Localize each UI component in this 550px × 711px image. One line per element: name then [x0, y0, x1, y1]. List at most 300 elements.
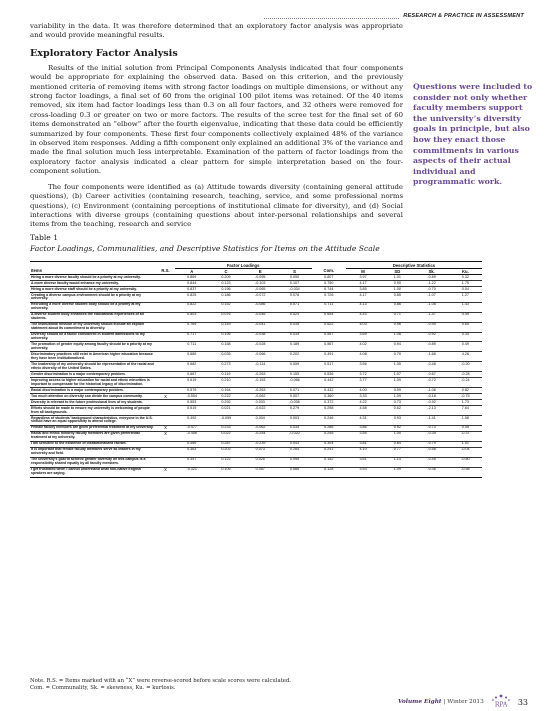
item-text-cell: Racial and ethnic minority faculty members are given preferential treatment at my university. — [30, 431, 156, 441]
value-cell: 0.057 — [243, 467, 277, 477]
value-cell: 0.567 — [312, 342, 346, 352]
value-cell: -1.41 — [414, 416, 448, 426]
table-row — [30, 467, 482, 477]
value-cell: 0.152 — [312, 457, 346, 467]
rpa-logo-text: RPA — [494, 701, 507, 708]
value-cell: 4.13 — [346, 302, 380, 312]
value-cell: -0.24 — [449, 378, 482, 388]
value-cell: 0.158 — [209, 342, 243, 352]
value-cell: -0.28 — [449, 372, 482, 378]
value-cell: -0.36 — [414, 467, 448, 477]
column-header: R.S. — [156, 268, 174, 274]
value-cell: 0.186 — [209, 292, 243, 302]
value-cell: 0.209 — [209, 274, 243, 280]
value-cell: -1.07 — [414, 292, 448, 302]
value-cell: 0.92 — [380, 425, 414, 431]
value-cell: 0.003 — [277, 416, 311, 426]
item-text-cell: Diversity should be a factor considered in student admissions to my university. — [30, 332, 156, 342]
value-cell: 0.442 — [312, 378, 346, 388]
value-cell: 0.033 — [243, 400, 277, 406]
value-cell: -0.103 — [243, 280, 277, 286]
group-header-descriptive-statistics: Descriptive Statistics — [346, 262, 482, 269]
column-header: C — [209, 268, 243, 274]
value-cell: -0.70 — [414, 286, 448, 292]
value-cell: 1.09 — [380, 378, 414, 388]
table-row — [30, 416, 482, 426]
value-cell: 0.553 — [175, 400, 209, 406]
value-cell: -0.254 — [243, 431, 277, 441]
value-cell: -1.47 — [414, 312, 448, 322]
item-text-cell: Diversity is relevant to the future professional lives of my students. — [30, 400, 156, 406]
value-cell: 0.241 — [312, 447, 346, 457]
value-cell: 1.08 — [380, 332, 414, 342]
value-cell: 0.619 — [175, 378, 209, 388]
value-cell: 0.255 — [312, 431, 346, 441]
value-cell: 0.210 — [209, 378, 243, 388]
value-cell: 1.00 — [380, 431, 414, 441]
value-cell: -0.67 — [414, 372, 448, 378]
value-cell: 3.56 — [346, 362, 380, 372]
value-cell: -0.153 — [243, 378, 277, 388]
table-row — [30, 447, 482, 457]
value-cell: -0.18 — [414, 394, 448, 400]
value-cell: -0.065 — [243, 286, 277, 292]
value-cell: 0.202 — [277, 352, 311, 362]
value-cell: 1.07 — [380, 372, 414, 378]
value-cell: 0.025 — [243, 457, 277, 467]
value-cell: 0.807 — [312, 274, 346, 280]
data-table-container — [30, 261, 482, 478]
value-cell: 1.05 — [380, 362, 414, 372]
value-cell: 4.22 — [346, 400, 380, 406]
value-cell: 4.08 — [346, 352, 380, 362]
reverse-scored-cell — [156, 352, 174, 362]
value-cell: -0.263 — [243, 372, 277, 378]
value-cell: 0.360 — [312, 394, 346, 400]
item-text-cell: Gender discrimination is a major contemporary problem. — [30, 372, 156, 378]
value-cell: 0.711 — [312, 302, 346, 312]
footer-issue: Winter 2013 — [447, 699, 484, 705]
value-cell: -0.062 — [243, 425, 277, 431]
value-cell: 3.77 — [346, 378, 380, 388]
footer-volume: Volume Eight | Winter 2013 — [397, 699, 484, 705]
table-notes — [30, 678, 291, 691]
table-row — [30, 312, 482, 322]
value-cell: 0.078 — [277, 292, 311, 302]
value-cell: 0.304 — [312, 441, 346, 447]
value-cell: -0.062 — [243, 394, 277, 400]
column-header: Sk. — [414, 268, 448, 274]
value-cell: 0.90 — [380, 280, 414, 286]
reverse-scored-cell — [156, 362, 174, 372]
value-cell: -0.456 — [175, 431, 209, 441]
value-cell: -0.58 — [414, 447, 448, 457]
value-cell: -0.20 — [449, 362, 482, 372]
table-row — [30, 292, 482, 302]
value-cell: 1.09 — [380, 467, 414, 477]
value-cell: -1.08 — [414, 302, 448, 312]
value-cell: 1.14 — [380, 457, 414, 467]
item-text-cell: A diverse student body enhances the educational experiences of all students. — [30, 312, 156, 322]
value-cell: -0.086 — [243, 302, 277, 312]
value-cell: 0.164 — [209, 388, 243, 394]
value-cell: 0.071 — [277, 302, 311, 312]
value-cell: -0.39 — [414, 431, 448, 441]
value-cell: 0.96 — [380, 322, 414, 332]
value-cell: -0.45 — [414, 457, 448, 467]
value-cell: 0.279 — [277, 406, 311, 416]
item-text-cell: Efforts should be made to ensure my university is welcoming of people from all backgrounds. — [30, 406, 156, 416]
value-cell: 0.122 — [209, 457, 243, 467]
value-cell: 0.579 — [175, 388, 209, 394]
value-cell: 1.27 — [449, 292, 482, 302]
value-cell: 4.26 — [449, 352, 482, 362]
value-cell: -2.13 — [414, 406, 448, 416]
value-cell: 4.03 — [346, 322, 380, 332]
reverse-scored-cell — [156, 302, 174, 312]
value-cell: 0.825 — [175, 292, 209, 302]
value-cell: -1.22 — [414, 280, 448, 286]
value-cell: 0.689 — [175, 352, 209, 362]
value-cell: -0.554 — [175, 394, 209, 400]
value-cell: 4.17 — [346, 280, 380, 286]
value-cell: -0.92 — [414, 400, 448, 406]
value-cell: 0.287 — [209, 441, 243, 447]
item-text-cell: Regardless of students' background characteristics, everyone in the U.S. should have an equal opportunity to attend college. — [30, 416, 156, 426]
value-cell: 0.99 — [380, 388, 414, 394]
value-cell: -0.095 — [243, 274, 277, 280]
reverse-scored-cell — [156, 322, 174, 332]
value-cell: 0.49 — [449, 342, 482, 352]
item-text-cell: Hiring a more diverse staff should be a priority at my university. — [30, 286, 156, 292]
value-cell: 0.286 — [312, 425, 346, 431]
table-row — [30, 378, 482, 388]
column-header: Ku. — [449, 268, 482, 274]
value-cell: 1.01 — [449, 441, 482, 447]
item-text-cell: I get frustrated when I cannot understand what non-native English speakers are saying. — [30, 467, 156, 477]
value-cell: 0.233 — [209, 425, 243, 431]
value-cell: 0.711 — [175, 342, 209, 352]
value-cell: 0.149 — [209, 322, 243, 332]
value-cell: 3.55 — [346, 431, 380, 441]
item-text-cell: Racial discrimination is a major contemporary problem. — [30, 388, 156, 394]
item-text-cell: Improving access to higher education for racial and ethnic minorities is important to compensate for the historical legacy of discrimination. — [30, 378, 156, 388]
value-cell: 0.024 — [277, 312, 311, 322]
value-cell: 0.84 — [380, 441, 414, 447]
value-cell: -0.48 — [414, 362, 448, 372]
main-column — [30, 22, 403, 230]
value-cell: 0.557 — [312, 332, 346, 342]
value-cell: -1.08 — [414, 388, 448, 394]
value-cell: 3.72 — [346, 372, 380, 378]
value-cell: 0.34 — [449, 332, 482, 342]
value-cell: -0.321 — [175, 467, 209, 477]
value-cell: 4.17 — [346, 292, 380, 302]
value-cell: 0.119 — [209, 372, 243, 378]
value-cell: -0.059 — [209, 416, 243, 426]
value-cell: 4.10 — [346, 447, 380, 457]
table-title: Factor Loadings, Communalities, and Descriptive Statistics for Items on the Attitude Scale — [30, 244, 380, 253]
value-cell: 0.195 — [209, 332, 243, 342]
table-row — [30, 322, 482, 332]
value-cell: -0.253 — [243, 388, 277, 394]
value-cell: 0.128 — [312, 467, 346, 477]
value-cell: 0.155 — [277, 372, 311, 378]
item-text-cell: Hiring a more diverse faculty should be a priority at my university. — [30, 274, 156, 280]
value-cell: 0.469 — [175, 441, 209, 447]
value-cell: 0.076 — [209, 312, 243, 322]
reverse-scored-cell — [156, 292, 174, 302]
table-note-abbrev: Com. = Communality, Sk. = skewness, Ku. = kurtosis. — [30, 684, 176, 691]
value-cell: 0.196 — [209, 286, 243, 292]
value-cell: -0.37 — [449, 431, 482, 441]
reverse-scored-cell: X — [156, 467, 174, 477]
value-cell: 0.095 — [277, 457, 311, 467]
item-text-cell: Discriminatory practices still exist in American higher education because they have been institutionalized. — [30, 352, 156, 362]
value-cell: 0.043 — [277, 441, 311, 447]
value-cell: 3.81 — [346, 441, 380, 447]
item-text-cell: I am sensitive to the existence of institutionalized racism. — [30, 441, 156, 447]
value-cell: -0.114 — [243, 362, 277, 372]
value-cell: 0.066 — [277, 467, 311, 477]
table-row — [30, 406, 482, 416]
value-cell: 3.33 — [346, 394, 380, 400]
value-cell: 0.32 — [449, 274, 482, 280]
reverse-scored-cell — [156, 378, 174, 388]
table-row — [30, 352, 482, 362]
value-cell: -0.72 — [414, 378, 448, 388]
value-cell: -0.036 — [277, 400, 311, 406]
item-text-cell: The university's goal to achieve greater diversity on this campus is a responsibility shared equally by all faculty members. — [30, 457, 156, 467]
value-cell: 0.357 — [175, 457, 209, 467]
value-cell: 1.73 — [449, 400, 482, 406]
column-header: SD — [380, 268, 414, 274]
value-cell: -0.80 — [449, 457, 482, 467]
value-cell: 0.292 — [209, 400, 243, 406]
value-cell: 4.58 — [346, 406, 380, 416]
value-cell: 0.105 — [209, 467, 243, 477]
value-cell: 0.432 — [312, 388, 346, 394]
components-paragraph: The four components were identified as (a) Attitude towards diversity (containing general attitude questions), (b) Career activities (containing research, teaching, service, and some professional norms questions), (c) Environment (containing perceptions of institutional climate for diversity), and (d) Social interactions with diverse groups (containing questions about inter-personal relationships and several items from the teaching, research and service — [30, 182, 403, 229]
value-cell: 0.536 — [312, 372, 346, 378]
value-cell: 3.69 — [346, 332, 380, 342]
value-cell: 0.682 — [175, 362, 209, 372]
value-cell: 0.363 — [175, 447, 209, 457]
value-cell: 0.491 — [312, 352, 346, 362]
value-cell: 0.071 — [277, 388, 311, 394]
value-cell: 0.77 — [380, 447, 414, 457]
reverse-scored-cell — [156, 332, 174, 342]
value-cell: 0.123 — [209, 280, 243, 286]
value-cell: 4.49 — [449, 312, 482, 322]
value-cell: 1.58 — [449, 416, 482, 426]
value-cell: -0.95 — [414, 322, 448, 332]
value-cell: 0.007 — [277, 394, 311, 400]
value-cell: -0.066 — [243, 352, 277, 362]
value-cell: 0.022 — [209, 431, 243, 441]
value-cell: 0.94 — [380, 342, 414, 352]
column-header: A — [175, 268, 209, 274]
value-cell: 0.073 — [243, 447, 277, 457]
item-text-cell: The leadership of my university should be representative of the racial and ethnic diversity of the United States. — [30, 362, 156, 372]
table-row — [30, 431, 482, 441]
value-cell: 1.00 — [380, 286, 414, 292]
value-cell: -0.477 — [175, 425, 209, 431]
value-cell: 0.107 — [277, 280, 311, 286]
value-cell: 4.43 — [346, 312, 380, 322]
value-cell: 3.97 — [346, 274, 380, 280]
value-cell: 0.059 — [277, 362, 311, 372]
rpa-logo — [490, 692, 512, 711]
item-text-cell: The promotion of gender equity among faculty should be a priority at my university. — [30, 342, 156, 352]
value-cell: 0.622 — [312, 322, 346, 332]
sidebar-pull-quote: Questions were included to consider not only whether faculty members support the university’s diversity goals in principle, but also how they enact those commitments in various aspects of their actual individual and programmatic work. — [413, 82, 533, 187]
value-cell: 0.246 — [312, 416, 346, 426]
value-cell: -0.92 — [414, 332, 448, 342]
table-row — [30, 302, 482, 312]
table-row — [30, 332, 482, 342]
value-cell: 0.050 — [277, 274, 311, 280]
value-cell: 0.70 — [380, 352, 414, 362]
value-cell: 0.717 — [175, 332, 209, 342]
table-row — [30, 362, 482, 372]
value-cell: 0.035 — [277, 322, 311, 332]
value-cell: 4.31 — [346, 416, 380, 426]
value-cell: -0.58 — [449, 467, 482, 477]
value-cell: 1.43 — [449, 302, 482, 312]
value-cell: 3.61 — [346, 457, 380, 467]
value-cell: 1.01 — [380, 274, 414, 280]
value-cell: 0.222 — [209, 394, 243, 400]
value-cell: 3.86 — [346, 425, 380, 431]
value-cell: 0.021 — [209, 406, 243, 416]
reverse-scored-cell: X — [156, 431, 174, 441]
value-cell: 0.152 — [209, 302, 243, 312]
reverse-scored-cell — [156, 447, 174, 457]
value-cell: -0.020 — [277, 431, 311, 441]
footer-volume-name: Volume Eight — [397, 699, 442, 705]
reverse-scored-cell — [156, 342, 174, 352]
table-note-reverse: Note. R.S. = Items marked with an “X” were reverse-scored before scale scores were calculated. — [30, 678, 292, 684]
reverse-scored-cell — [156, 406, 174, 416]
value-cell: 4.00 — [346, 388, 380, 394]
value-cell: 0.372 — [312, 400, 346, 406]
value-cell: -0.79 — [414, 441, 448, 447]
value-cell: 0.517 — [312, 362, 346, 372]
reverse-scored-cell: X — [156, 394, 174, 400]
page-footer — [398, 692, 528, 711]
running-head — [264, 13, 524, 19]
results-paragraph: Results of the initial solution from Principal Components Analysis indicated that four components would be appropriate for explaining the observed data. Based on this criterion, and the previously mentioned criteria of removing items with strong factor loadings on multiple dimensions, or without any strong factor loadings, a final set of 60 from the original 100 pilot items was retained. Of the 40 items removed, six item had factor loadings less than 0.3 on all four factors, and 32 others were removed for cross-loading 0.3 or greater on two or more factors. The results of the scree test for the final set of 60 items demonstrated an “elbow” after the fourth eigenvalue, indicating that these data could be efficiently summarized by four components. These first four components collectively explained 48% of the variance in observed item responses. Adding a fifth component only explained an additional 3% of the variance and made the final solution much less interpretable. Examination of the pattern of factor loadings from the exploratory factor analysis indicated a clear pattern for simple interpretation based on the four-component solution. — [30, 63, 403, 176]
value-cell: 0.71 — [380, 312, 414, 322]
value-cell: 0.822 — [175, 302, 209, 312]
item-text-cell: A more diverse faculty would enhance my university. — [30, 280, 156, 286]
item-text-cell: The institutional mission of my university should include an explicit statement about its commitment to diversity. — [30, 322, 156, 332]
running-head-text: RESEARCH & PRACTICE IN ASSESSMENT — [403, 13, 524, 19]
value-cell: 0.519 — [175, 406, 209, 416]
value-cell: -0.239 — [243, 441, 277, 447]
value-cell: 0.93 — [380, 416, 414, 426]
value-cell: 0.035 — [209, 352, 243, 362]
value-cell: 0.744 — [312, 286, 346, 292]
value-cell: 0.004 — [243, 416, 277, 426]
column-header: Com. — [312, 268, 346, 274]
group-header-factor-loadings: Factor Loadings — [175, 262, 312, 269]
value-cell: 0.62 — [380, 406, 414, 416]
value-cell: 0.667 — [175, 372, 209, 378]
table-label: Table 1 — [30, 233, 59, 242]
value-cell: 0.298 — [312, 406, 346, 416]
reverse-scored-cell — [156, 416, 174, 426]
value-cell: 1.09 — [380, 394, 414, 400]
value-cell: 3.53 — [346, 467, 380, 477]
table-row — [30, 342, 482, 352]
rpa-logo-icon — [490, 692, 512, 708]
factor-loadings-table — [30, 261, 482, 478]
value-cell: 0.869 — [175, 274, 209, 280]
value-cell: 7.64 — [449, 406, 482, 416]
value-cell: 1.75 — [449, 280, 482, 286]
section-heading: Exploratory Factor Analysis — [30, 47, 178, 59]
value-cell: 0.284 — [277, 447, 311, 457]
value-cell: 0.654 — [312, 312, 346, 322]
column-header: E — [243, 268, 277, 274]
value-cell: 0.803 — [175, 312, 209, 322]
value-cell: 0.04 — [449, 286, 482, 292]
value-cell: 0.65 — [449, 322, 482, 332]
value-cell: -1.66 — [414, 352, 448, 362]
value-cell: 0.034 — [277, 425, 311, 431]
table-row — [30, 457, 482, 467]
value-cell: -0.73 — [414, 425, 448, 431]
value-cell: -0.034 — [277, 286, 311, 292]
reverse-scored-cell: X — [156, 425, 174, 431]
item-text-cell: Too much attention on diversity can divide the campus community. — [30, 394, 156, 400]
value-cell: 0.769 — [175, 322, 209, 332]
value-cell: 0.034 — [277, 332, 311, 342]
reverse-scored-cell — [156, 457, 174, 467]
value-cell: -0.038 — [243, 332, 277, 342]
value-cell: 0.73 — [380, 400, 414, 406]
value-cell: -0.75 — [449, 394, 482, 400]
value-cell: -0.046 — [243, 312, 277, 322]
value-cell: 0.189 — [277, 342, 311, 352]
item-text-cell: Creating a diverse campus environment should be a priority at my university. — [30, 292, 156, 302]
value-cell: 0.86 — [380, 302, 414, 312]
value-cell: 0.492 — [175, 416, 209, 426]
dotted-rule — [264, 13, 399, 19]
column-header: S — [277, 268, 311, 274]
value-cell: -0.04 — [449, 447, 482, 457]
value-cell: -0.041 — [243, 322, 277, 332]
value-cell: -0.89 — [414, 274, 448, 280]
item-text-cell: Female faculty members are given preferential treatment at my university. — [30, 425, 156, 431]
column-header: Items — [30, 268, 156, 274]
value-cell: -0.022 — [243, 406, 277, 416]
value-cell: 0.837 — [175, 286, 209, 292]
header-spacer — [30, 262, 156, 269]
value-cell: 0.45 — [449, 425, 482, 431]
value-cell: 0.82 — [449, 388, 482, 394]
item-text-cell: It is important that female faculty members serve as leaders in my university and field. — [30, 447, 156, 457]
intro-paragraph: variability in the data. It was therefore determined that an exploratory factor analysis was appropriate and would provide meaningful results. — [30, 22, 403, 40]
value-cell: 4.02 — [346, 342, 380, 352]
value-cell: -0.072 — [243, 292, 277, 302]
column-header: M — [346, 268, 380, 274]
item-text-cell: Recruiting a more diverse student body should be a priority at my university. — [30, 302, 156, 312]
value-cell: -0.028 — [243, 342, 277, 352]
value-cell: 0.750 — [312, 280, 346, 286]
